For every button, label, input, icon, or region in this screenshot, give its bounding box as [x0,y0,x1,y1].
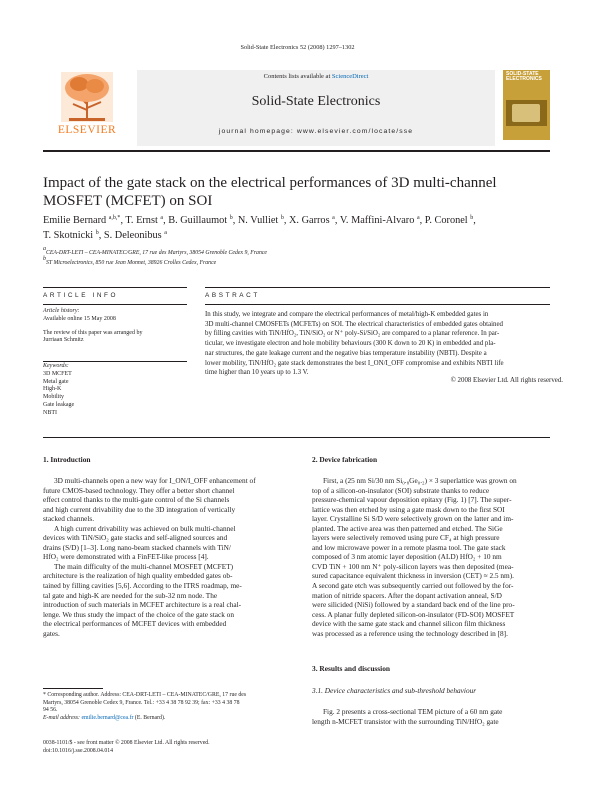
footnote [43,692,296,722]
author-affiliation-marker: b [229,215,233,221]
text-line: introduction of such materials in MCFET architecture is a real chal- [43,600,242,610]
text-line: architecture is the realization of high quality embedded gates ob- [43,571,233,581]
results-text [312,707,563,726]
text-line: tal gate and high-K are needed for the sub-32 nm node. The [43,590,218,600]
text-line: stacked channels. [43,514,95,524]
text-line: and low microwave power in a remote plasma tool. The gate stack [312,542,506,552]
keywords-block [43,363,193,418]
title-line-1: Impact of the gate stack on the electrical performances of 3D multi-channel [43,175,497,191]
keyword-list [43,371,193,418]
email-link[interactable]: emilie.bernard@cea.fr [81,714,134,721]
abstract-heading: ABSTRACT [205,292,260,299]
issn-doi [43,740,303,755]
article-title [43,174,553,210]
author-name[interactable]: Emilie Bernard [43,215,109,226]
introduction-heading: 1. Introduction [43,455,91,464]
review-line-1: The review of this paper was arranged by [43,329,143,336]
keyword: High-K [43,386,62,393]
introduction-text [43,476,296,638]
contents-prefix: Contents lists available at [263,73,332,80]
author-name[interactable]: T. Ernst [125,215,161,226]
author-name[interactable]: X. Garros [288,215,333,226]
text-line: and high current drivability due to the 3D integration of vertically [43,504,236,514]
author-name[interactable]: T. Skotnicki [43,229,96,241]
text-line: CVD TiN + 100 nm N⁺ poly-silicon layers was then deposited (mea- [312,561,514,571]
affiliations [43,246,553,268]
text-line: future CMOS-based technology. They offer a better short channel [43,485,235,495]
body-top-rule [43,437,550,438]
keyword: Mobility [43,394,65,401]
text-line: pressure-chemical vapour deposition epitaxy (Fig. 1) [7]. The super- [312,495,512,505]
article-info-heading: ARTICLE INFO [43,292,119,299]
footnote-line-3: 94 56. [43,707,58,714]
publisher-name: ELSEVIER [57,124,117,136]
contents-line [137,73,495,80]
cover-image-detail [512,104,540,122]
text-line: lenge. We thus study the impact of the choice of the gate stack on [43,609,234,619]
text-line: The main difficulty of the multi-channel MOSFET (MCFET) [54,561,234,571]
affiliation: $^a$CEA-DRT-LETI – CEA-MINATEC/GRE, 17 rue des Martyrs, 38054 Grenoble Cedex 9, France [43,246,268,256]
text-line: In this study, we integrate and compare the electrical performances of metal/high-K embedded gates in [205,311,489,318]
text-line: the electrical performances of MCFET devices with embedded [43,619,227,629]
journal-cover-thumbnail [503,70,550,140]
sciencedirect-link[interactable]: ScienceDirect [331,73,369,80]
text-line: sured capacitance equivalent thickness in inversion (CET) ≈ 2.5 nm). [312,571,514,581]
text-line: layer. Crystalline Si S/D were selectively grown on the latter and im- [312,514,514,524]
text-line: nar structures, the gate leakage current and the negative bias temperature instability (NBTI). Despite a [205,349,487,357]
text-line: was processed as a reference using the technology described in [8]. [312,628,508,638]
author-list [43,214,553,243]
issn-line: 0038-1101/$ - see front matter © 2008 Elsevier Ltd. All rights reserved. [43,740,210,746]
text-line: First, a (25 nm Si/30 nm Si₀.₈Ge₀.₂) × 3 superlattice was grown on [323,476,517,485]
info-top-rule [43,287,187,288]
text-line: were silicided (NiSi) followed by a standard back end of the line pro- [312,600,515,610]
author-name[interactable]: S. Deleonibus [103,229,165,241]
cover-title: SOLID-STATE ELECTRONICS [506,71,542,83]
text-line: effect control thanks to the multi-gate control of the Si channels [43,495,230,505]
author-affiliation-marker: a [160,215,164,221]
text-line: devices with TiN/SiO₂ gate stacks and self-aligned sources and [43,533,228,543]
history-label: Article history: [43,308,80,314]
journal-reference: Solid-State Electronics 52 (2008) 1297–1302 [240,44,355,51]
text-line: drains (S/D) [1–3]. Long nano-beam stacked channels with TiN/ [43,542,231,552]
author-affiliation-marker: b [470,215,474,221]
text-line: cess. A planar fully depleted silicon-on-insulator (FD-SOI) MOSFET [312,609,515,619]
text-line: planted. The active area was then patterned and etched. The SiGe [312,523,503,533]
abstract-text [205,310,563,378]
subsection-heading: 3.1. Device characteristics and sub-threshold behaviour [312,686,477,695]
footnote-rule [43,688,103,689]
text-line: composed of 3 nm atomic layer deposition (ALD) HfO₂ + 10 nm [312,552,502,562]
text-line: time higher than 10 years up to 1.3 V. [205,369,309,377]
keyword: Gate leakage [43,401,75,408]
abstract-top-rule [205,287,550,288]
history-text: Available online 15 May 2008 [43,315,116,322]
email-line: E-mail address: emilie.bernard@cea.fr (E. Bernard). [43,714,166,721]
affiliation: $^b$ST Microelectronics, 850 rue Jean Monnet, 38926 Crolles Cedex, France [43,255,217,266]
author-affiliation-marker: b [95,229,99,236]
author-affiliation-marker: b [280,215,284,221]
author-affiliation-marker: a [164,229,167,236]
text-line: device with the same gate stack and channel silicon film thickness [312,619,506,629]
author-line-1: Emilie Bernard $^{a,b,*}$, T. Ernst $^a$, B. Guillaumot $^b$, N. Vulliet $^b$, X. Garros $^a$, V. Maffini-Alvaro $^a$, P. Coronel $^b$, [43,215,476,226]
info-heading-rule [43,304,187,305]
author-affiliation-marker: a [416,215,420,221]
keyword: NBTI [43,409,57,416]
author-name[interactable]: V. Maffini-Alvaro [339,215,417,226]
author-affiliation-marker: a,b,* [108,215,121,221]
author-name[interactable]: B. Guillaumot [168,215,230,226]
author-affiliation-marker: a [332,215,335,221]
author-line-2: T. Skotnicki $^b$, S. Deleonibus $^a$ [43,229,167,241]
text-line: top of a silicon-on-insulator (SOI) substrate thanks to reduce [312,485,490,495]
abstract-heading-rule [205,304,550,305]
text-line: tained by filling cavities [5,6]. According to the ITRS roadmap, me- [43,581,242,591]
text-line: mation of nitride spacers. After the dopant activation anneal, S/D [312,590,502,600]
results-heading: 3. Results and discussion [312,664,391,673]
text-line: gates. [43,628,60,638]
article-info-body [43,308,193,345]
keyword: Metal gate [43,378,69,385]
text-line: A high current drivability was achieved on bulk multi-channel [54,523,236,533]
text-line: 3D multi-channels open a new way for I_ON/I_OFF enhancement of [54,476,256,485]
text-line: layers were selectively removed using pure CF₄ at high pressure [312,533,500,543]
device-fabrication-text [312,476,563,638]
doi-line[interactable]: doi:10.1016/j.sse.2008.04.014 [43,747,114,754]
header-rule [43,150,550,152]
text-line: lower mobility, TiN/HfO₂ gate stack demonstrates the best I_ON/I_OFF compromise and exhibits NBTI life [205,359,504,367]
keywords-rule [43,361,187,362]
text-line: HfO₂ were demonstrated with a FinFET-like process [4]. [43,552,209,562]
footnote-line-1: * Corresponding author. Address: CEA-DRT-LETI – CEA-MINATEC/GRE, 17 rue des [43,692,247,698]
text-line: length n-MCFET transistor with the surrounding TiN/HfO₂ gate [312,716,499,726]
title-line-2: MOSFET (MCFET) on SOI [43,193,213,209]
footnote-line-2: Martyrs, 38054 Grenoble Cedex 9, France. Tel.: +33 4 38 78 92 39; fax: +33 4 38 78 [43,699,240,706]
keyword: 3D MCFET [43,370,72,377]
device-fabrication-heading: 2. Device fabrication [312,455,378,464]
text-line: A second gate etch was subsequently carried out followed by the for- [312,581,514,591]
journal-name: Solid-State Electronics [251,94,381,109]
journal-homepage[interactable]: journal homepage: www.elsevier.com/locate/sse [218,128,414,135]
text-line: Fig. 2 presents a cross-sectional TEM picture of a 60 nm gate [323,707,503,716]
review-line-2: Jurriaan Schmitz [43,337,84,344]
keywords-label: Keywords: [43,363,69,369]
text-line: by filling cavities with TiN/HfO₂, TiN/SiO₂ or N⁺ poly-Si/SiO₂ are compared to a planar reference. In par- [205,330,500,338]
text-line: ticular, we investigate electron and hole mobility behaviours (300 K down to 20 K) in embedded and pla- [205,340,496,348]
text-line: 3D multi-channel CMOSFETs (MCFETs) on SOI. The electrical characteristics of embedded gates obtained [205,320,504,328]
author-name[interactable]: P. Coronel [424,215,471,226]
text-line: lattice was then etched by using a gate mask down to the first SOI [312,504,505,514]
author-name[interactable]: N. Vulliet [237,215,281,226]
copyright-notice: © 2008 Elsevier Ltd. All rights reserved. [450,377,563,384]
